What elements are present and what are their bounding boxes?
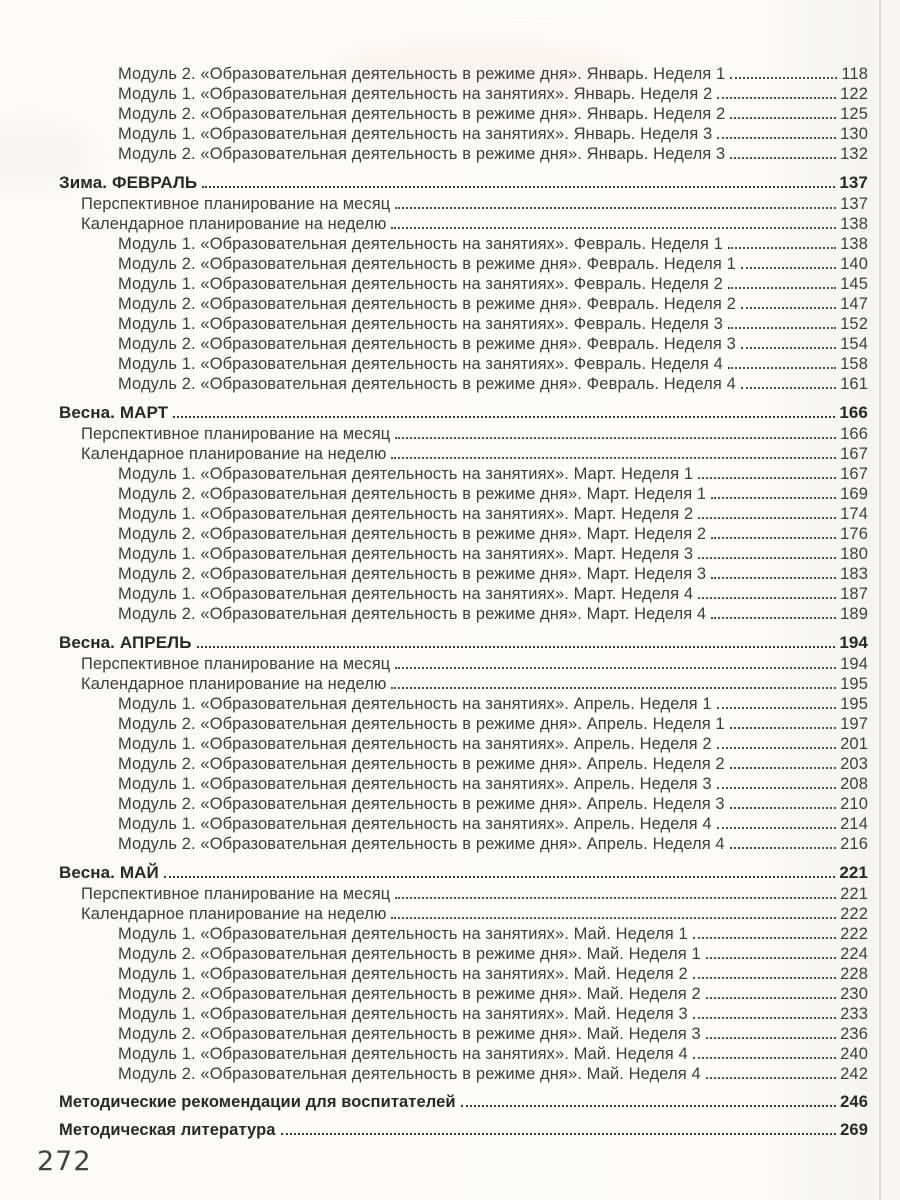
toc-entry bbox=[0, 1092, 868, 1112]
dot-leader bbox=[164, 876, 836, 878]
dot-leader bbox=[197, 646, 836, 648]
toc-section-header bbox=[0, 862, 868, 884]
toc-page-number: 180 bbox=[840, 545, 868, 563]
toc-entry-label: Модуль 2. «Образовательная деятельность в режиме дня». Март. Неделя 1 bbox=[118, 485, 707, 503]
dot-leader bbox=[717, 747, 836, 749]
toc-entry-label: Модуль 2. «Образовательная деятельность в режиме дня». Май. Неделя 2 bbox=[118, 985, 701, 1003]
dot-leader bbox=[730, 117, 836, 119]
dot-leader bbox=[202, 186, 835, 188]
dot-leader bbox=[741, 387, 836, 389]
toc-entry bbox=[0, 1044, 868, 1064]
dot-leader bbox=[693, 1057, 836, 1059]
toc-entry-label: Календарное планирование на неделю bbox=[81, 905, 387, 923]
toc-entry bbox=[0, 654, 868, 674]
toc-entry-label: Модуль 2. «Образовательная деятельность в режиме дня». Май. Неделя 3 bbox=[118, 1025, 701, 1043]
toc-entry bbox=[0, 424, 868, 444]
dot-leader bbox=[391, 917, 836, 919]
toc-entry-label: Модуль 1. «Образовательная деятельность на занятиях». Февраль. Неделя 2 bbox=[118, 275, 723, 293]
toc-entry-label: Модуль 2. «Образовательная деятельность в режиме дня». Май. Неделя 4 bbox=[118, 1065, 701, 1083]
toc-entry bbox=[0, 604, 868, 624]
dot-leader bbox=[698, 557, 836, 559]
toc-page-number: 140 bbox=[840, 255, 868, 273]
page-number-folio: 272 bbox=[37, 1146, 92, 1177]
dot-leader bbox=[717, 787, 836, 789]
dot-leader bbox=[730, 157, 836, 159]
dot-leader bbox=[693, 977, 836, 979]
toc-page-number: 137 bbox=[839, 173, 868, 192]
toc-page-number: 210 bbox=[840, 795, 868, 813]
toc-entry bbox=[0, 274, 868, 294]
toc-page-number: 166 bbox=[839, 403, 868, 422]
dot-leader bbox=[717, 827, 836, 829]
toc-entry-label: Модуль 2. «Образовательная деятельность в режиме дня». Февраль. Неделя 3 bbox=[118, 335, 736, 353]
toc-entry-label: Модуль 2. «Образовательная деятельность в режиме дня». Февраль. Неделя 4 bbox=[118, 375, 736, 393]
toc-entry-label: Модуль 1. «Образовательная деятельность на занятиях». Март. Неделя 1 bbox=[118, 465, 694, 483]
toc-entry-label: Модуль 1. «Образовательная деятельность на занятиях». Май. Неделя 1 bbox=[118, 925, 688, 943]
toc-entry bbox=[0, 504, 868, 524]
dot-leader bbox=[391, 687, 836, 689]
toc-section-header bbox=[0, 632, 868, 654]
toc-entry bbox=[0, 564, 868, 584]
toc-page-number: 224 bbox=[840, 945, 868, 963]
toc-entry bbox=[0, 674, 868, 694]
toc-entry bbox=[0, 984, 868, 1004]
toc-entry bbox=[0, 464, 868, 484]
toc-page-number: 242 bbox=[840, 1065, 868, 1083]
toc-entry bbox=[0, 124, 868, 144]
toc-page-number: 145 bbox=[840, 275, 868, 293]
dot-leader bbox=[711, 537, 836, 539]
toc-section-header bbox=[0, 402, 868, 424]
toc-entry-label: Перспективное планирование на месяц bbox=[81, 655, 391, 673]
toc-page-number: 167 bbox=[840, 445, 868, 463]
toc-entry-label: Модуль 1. «Образовательная деятельность на занятиях». Май. Неделя 4 bbox=[118, 1045, 688, 1063]
toc-page-number: 269 bbox=[840, 1121, 868, 1139]
toc-entry bbox=[0, 834, 868, 854]
toc-entry bbox=[0, 1064, 868, 1084]
toc-entry bbox=[0, 314, 868, 334]
dot-leader bbox=[693, 1017, 836, 1019]
toc-entry bbox=[0, 234, 868, 254]
toc-page-number: 228 bbox=[840, 965, 868, 983]
dot-leader bbox=[391, 457, 836, 459]
page-edge-shadow bbox=[879, 0, 881, 1200]
toc-page-number: 122 bbox=[840, 85, 868, 103]
toc-entry-label: Модуль 2. «Образовательная деятельность в режиме дня». Январь. Неделя 3 bbox=[118, 145, 726, 163]
dot-leader bbox=[728, 287, 836, 289]
toc-entry-label: Модуль 1. «Образовательная деятельность на занятиях». Апрель. Неделя 4 bbox=[118, 815, 712, 833]
toc-entry bbox=[0, 484, 868, 504]
dot-leader bbox=[698, 597, 836, 599]
toc-page-number: 222 bbox=[840, 925, 868, 943]
dot-leader bbox=[706, 957, 836, 959]
toc-entry bbox=[0, 814, 868, 834]
dot-leader bbox=[395, 667, 836, 669]
toc-entry-label: Весна. МАЙ bbox=[59, 863, 159, 882]
toc-page-number: 158 bbox=[840, 355, 868, 373]
toc-entry-label: Модуль 2. «Образовательная деятельность в режиме дня». Февраль. Неделя 2 bbox=[118, 295, 736, 313]
toc-entry bbox=[0, 794, 868, 814]
dot-leader bbox=[281, 1133, 837, 1135]
toc-entry-label: Модуль 2. «Образовательная деятельность в режиме дня». Апрель. Неделя 4 bbox=[118, 835, 725, 853]
toc-entry bbox=[0, 734, 868, 754]
dot-leader bbox=[395, 437, 836, 439]
toc-entry bbox=[0, 64, 868, 84]
dot-leader bbox=[461, 1105, 837, 1107]
dot-leader bbox=[395, 207, 836, 209]
toc-page-number: 194 bbox=[840, 655, 868, 673]
toc-entry-label: Модуль 1. «Образовательная деятельность на занятиях». Март. Неделя 2 bbox=[118, 505, 694, 523]
dot-leader bbox=[706, 1077, 836, 1079]
toc-entry bbox=[0, 754, 868, 774]
toc-page-number: 137 bbox=[840, 195, 868, 213]
dot-leader bbox=[728, 327, 836, 329]
toc-page-number: 166 bbox=[840, 425, 868, 443]
toc-page-number: 208 bbox=[840, 775, 868, 793]
toc-entry-label: Модуль 1. «Образовательная деятельность на занятиях». Апрель. Неделя 2 bbox=[118, 735, 712, 753]
toc-entry-label: Модуль 2. «Образовательная деятельность в режиме дня». Январь. Неделя 1 bbox=[118, 65, 726, 83]
dot-leader bbox=[395, 897, 836, 899]
toc-page-number: 174 bbox=[840, 505, 868, 523]
toc-entry-label: Зима. ФЕВРАЛЬ bbox=[59, 173, 198, 192]
toc-page-number: 167 bbox=[840, 465, 868, 483]
toc-entry-label: Календарное планирование на неделю bbox=[81, 445, 387, 463]
toc-entry-label: Весна. АПРЕЛЬ bbox=[59, 633, 192, 652]
toc-page-number: 201 bbox=[840, 735, 868, 753]
toc-entry-label: Модуль 2. «Образовательная деятельность в режиме дня». Март. Неделя 4 bbox=[118, 605, 707, 623]
toc-entry bbox=[0, 84, 868, 104]
toc-entry-label: Модуль 2. «Образовательная деятельность в режиме дня». Январь. Неделя 2 bbox=[118, 105, 726, 123]
toc-page-number: 230 bbox=[840, 985, 868, 1003]
toc-page-number: 203 bbox=[840, 755, 868, 773]
dot-leader bbox=[741, 347, 836, 349]
dot-leader bbox=[730, 807, 836, 809]
toc-entry-label: Методическая литература bbox=[59, 1121, 276, 1139]
toc-entry bbox=[0, 1024, 868, 1044]
toc-entry-label: Модуль 2. «Образовательная деятельность в режиме дня». Март. Неделя 3 bbox=[118, 565, 707, 583]
toc-page-number: 222 bbox=[840, 905, 868, 923]
dot-leader bbox=[717, 137, 836, 139]
toc-entry-label: Модуль 1. «Образовательная деятельность на занятиях». Январь. Неделя 2 bbox=[118, 85, 713, 103]
toc-page-number: 132 bbox=[840, 145, 868, 163]
toc-entry-label: Модуль 1. «Образовательная деятельность на занятиях». Март. Неделя 4 bbox=[118, 585, 694, 603]
toc-entry bbox=[0, 714, 868, 734]
toc-entry bbox=[0, 214, 868, 234]
toc-entry-label: Перспективное планирование на месяц bbox=[81, 885, 391, 903]
toc-page-number: 214 bbox=[840, 815, 868, 833]
dot-leader bbox=[741, 267, 836, 269]
toc-page-number: 246 bbox=[840, 1093, 868, 1111]
dot-leader bbox=[728, 247, 836, 249]
dot-leader bbox=[730, 847, 836, 849]
toc-entry-label: Методические рекомендации для воспитателей bbox=[59, 1093, 456, 1111]
toc-page-number: 130 bbox=[840, 125, 868, 143]
toc-entry bbox=[0, 774, 868, 794]
toc-entry-label: Модуль 2. «Образовательная деятельность в режиме дня». Февраль. Неделя 1 bbox=[118, 255, 736, 273]
toc-entry bbox=[0, 104, 868, 124]
dot-leader bbox=[706, 1037, 836, 1039]
toc-section-header bbox=[0, 172, 868, 194]
dot-leader bbox=[693, 937, 836, 939]
toc-page-number: 161 bbox=[840, 375, 868, 393]
toc-entry-label: Модуль 1. «Образовательная деятельность на занятиях». Март. Неделя 3 bbox=[118, 545, 694, 563]
toc-entry-label: Модуль 1. «Образовательная деятельность на занятиях». Апрель. Неделя 3 bbox=[118, 775, 712, 793]
toc-entry-label: Перспективное планирование на месяц bbox=[81, 195, 391, 213]
toc-entry-label: Модуль 1. «Образовательная деятельность на занятиях». Февраль. Неделя 4 bbox=[118, 355, 723, 373]
toc-entry bbox=[0, 194, 868, 214]
toc-page-number: 138 bbox=[840, 215, 868, 233]
toc-page-number: 216 bbox=[840, 835, 868, 853]
toc-entry bbox=[0, 374, 868, 394]
toc-entry bbox=[0, 444, 868, 464]
toc-entry-label: Весна. МАРТ bbox=[59, 403, 169, 422]
toc-entry bbox=[0, 884, 868, 904]
toc-page-number: 118 bbox=[841, 65, 868, 83]
dot-leader bbox=[717, 97, 836, 99]
toc-entry bbox=[0, 924, 868, 944]
toc-entry bbox=[0, 294, 868, 314]
toc-entry-label: Модуль 1. «Образовательная деятельность на занятиях». Апрель. Неделя 1 bbox=[118, 695, 712, 713]
toc-page-number: 236 bbox=[840, 1025, 868, 1043]
toc-entry-label: Модуль 1. «Образовательная деятельность на занятиях». Январь. Неделя 3 bbox=[118, 125, 713, 143]
toc-page-number: 138 bbox=[840, 235, 868, 253]
toc-page-number: 147 bbox=[840, 295, 868, 313]
toc-page-number: 221 bbox=[840, 885, 868, 903]
dot-leader bbox=[711, 497, 836, 499]
toc-entry-label: Модуль 1. «Образовательная деятельность на занятиях». Май. Неделя 3 bbox=[118, 1005, 688, 1023]
dot-leader bbox=[391, 227, 836, 229]
toc-entry-label: Модуль 1. «Образовательная деятельность на занятиях». Февраль. Неделя 3 bbox=[118, 315, 723, 333]
toc-entry bbox=[0, 944, 868, 964]
dot-leader bbox=[711, 617, 836, 619]
dot-leader bbox=[706, 997, 836, 999]
dot-leader bbox=[173, 416, 835, 418]
toc-entry bbox=[0, 144, 868, 164]
toc-page-number: 221 bbox=[839, 863, 868, 882]
toc-entry bbox=[0, 1120, 868, 1140]
toc-entry-label: Календарное планирование на неделю bbox=[81, 215, 387, 233]
toc-entry-label: Модуль 2. «Образовательная деятельность в режиме дня». Март. Неделя 2 bbox=[118, 525, 707, 543]
dot-leader bbox=[698, 517, 836, 519]
toc-entry bbox=[0, 544, 868, 564]
toc-page-number: 240 bbox=[840, 1045, 868, 1063]
toc-page-number: 187 bbox=[840, 585, 868, 603]
toc-entry bbox=[0, 254, 868, 274]
dot-leader bbox=[717, 707, 836, 709]
dot-leader bbox=[741, 307, 836, 309]
toc-entry bbox=[0, 694, 868, 714]
toc-entry-label: Модуль 2. «Образовательная деятельность в режиме дня». Май. Неделя 1 bbox=[118, 945, 701, 963]
toc-entry-label: Календарное планирование на неделю bbox=[81, 675, 387, 693]
dot-leader bbox=[698, 477, 836, 479]
toc-page-number: 189 bbox=[840, 605, 868, 623]
toc-entry-label: Модуль 1. «Образовательная деятельность на занятиях». Февраль. Неделя 1 bbox=[118, 235, 723, 253]
toc-entry bbox=[0, 334, 868, 354]
dot-leader bbox=[730, 77, 837, 79]
toc-page-number: 176 bbox=[840, 525, 868, 543]
toc-entry bbox=[0, 354, 868, 374]
toc-page-number: 183 bbox=[840, 565, 868, 583]
toc-entry-label: Модуль 2. «Образовательная деятельность в режиме дня». Апрель. Неделя 3 bbox=[118, 795, 725, 813]
toc-page-number: 233 bbox=[840, 1005, 868, 1023]
toc-page-number: 152 bbox=[840, 315, 868, 333]
toc-page-number: 197 bbox=[840, 715, 868, 733]
toc-page-number: 195 bbox=[840, 695, 868, 713]
dot-leader bbox=[730, 767, 836, 769]
toc-page-number: 154 bbox=[840, 335, 868, 353]
toc-entry-label: Перспективное планирование на месяц bbox=[81, 425, 391, 443]
toc-entry bbox=[0, 964, 868, 984]
dot-leader bbox=[728, 367, 836, 369]
toc-entry-label: Модуль 2. «Образовательная деятельность в режиме дня». Апрель. Неделя 2 bbox=[118, 755, 725, 773]
toc-entry-label: Модуль 2. «Образовательная деятельность в режиме дня». Апрель. Неделя 1 bbox=[118, 715, 725, 733]
toc-page-number: 125 bbox=[840, 105, 868, 123]
dot-leader bbox=[730, 727, 836, 729]
toc-entry bbox=[0, 524, 868, 544]
toc-entry bbox=[0, 1004, 868, 1024]
toc-page-number: 195 bbox=[840, 675, 868, 693]
toc-entry bbox=[0, 904, 868, 924]
toc-entry bbox=[0, 584, 868, 604]
dot-leader bbox=[711, 577, 836, 579]
toc-entry-label: Модуль 1. «Образовательная деятельность на занятиях». Май. Неделя 2 bbox=[118, 965, 688, 983]
toc-page-number: 194 bbox=[839, 633, 868, 652]
table-of-contents bbox=[0, 64, 868, 1140]
toc-page-number: 169 bbox=[840, 485, 868, 503]
